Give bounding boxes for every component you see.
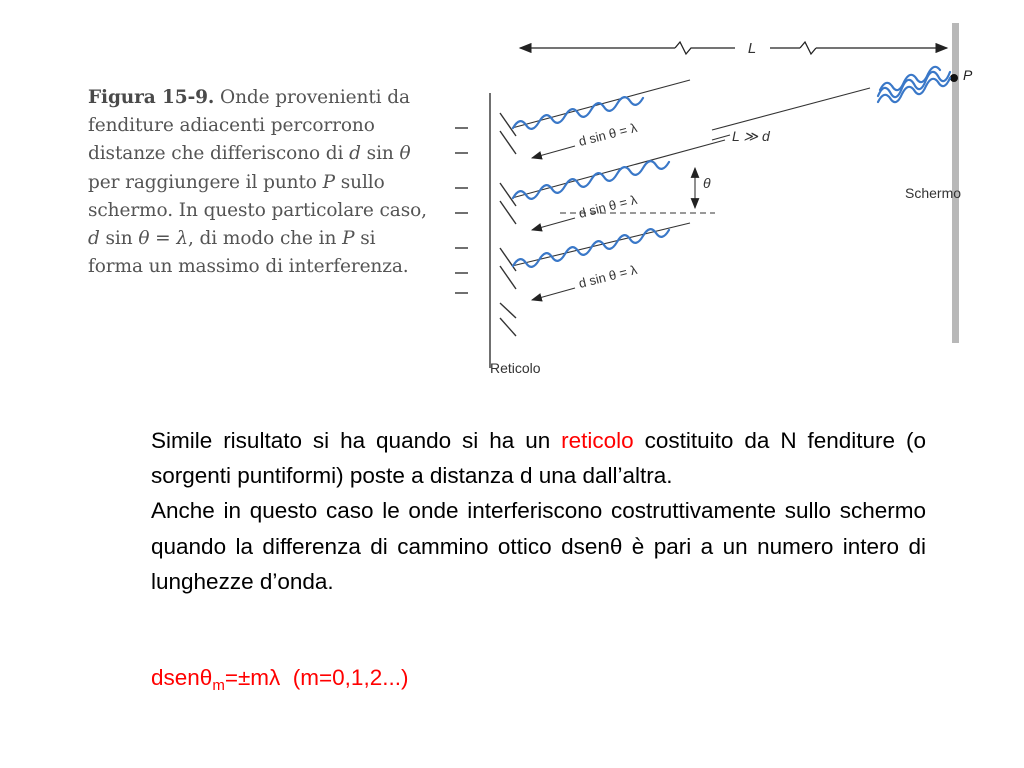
formula-lhs: dsenθ	[151, 665, 213, 690]
caption-text: si forma un massimo di interferenza.	[88, 228, 409, 278]
point-P	[950, 74, 958, 82]
label-L: L	[747, 40, 757, 57]
body-text	[151, 423, 926, 599]
waves	[513, 67, 950, 267]
caption-var: θ	[138, 228, 150, 250]
caption-var: P	[342, 228, 355, 250]
caption-text: per raggiungere il punto	[88, 171, 323, 193]
label-reticolo: Reticolo	[490, 360, 541, 376]
caption-var: d	[88, 228, 100, 250]
caption-text: , di modo che in	[188, 228, 343, 250]
paragraph-1	[151, 423, 926, 493]
label-path-difference: d sin θ = λ	[577, 191, 639, 221]
screen	[952, 23, 959, 343]
grating-diagram	[450, 18, 1010, 388]
caption-text: sin	[99, 228, 139, 250]
caption-text: sin	[360, 143, 400, 165]
label-path-difference: d sin θ = λ	[577, 261, 639, 291]
figure-caption	[88, 84, 433, 281]
distance-L-line	[520, 42, 947, 54]
formula-subscript: m	[212, 677, 225, 694]
caption-var: P	[322, 171, 335, 193]
caption-var: λ	[176, 228, 188, 250]
label-schermo: Schermo	[905, 185, 962, 201]
grating-formula	[151, 660, 408, 695]
diffraction-grating-figure	[450, 18, 1010, 388]
label-P: P	[963, 67, 973, 83]
paragraph-2: Anche in questo caso le onde interferiscono costruttivamente sullo schermo quando la differenza di cammino ottico dsenθ è pari a un numero intero di lunghezze d’onda.	[151, 498, 926, 594]
grating	[455, 93, 516, 368]
label-theta: θ	[703, 175, 711, 191]
paragraph-text: Simile risultato si ha quando si ha un	[151, 428, 562, 453]
formula-rhs: =±mλ (m=0,1,2...)	[224, 665, 409, 690]
label-L-much-greater-d: L ≫ d	[732, 128, 770, 144]
caption-text: Onde provenienti da fenditure adiacenti percorrono distanze che differiscono di	[88, 87, 410, 165]
rays	[512, 80, 870, 266]
caption-var: d	[349, 143, 361, 165]
highlight-reticolo: reticolo	[561, 428, 634, 453]
caption-text: sullo schermo. In questo particolare caso,	[88, 171, 427, 221]
figure-label: Figura 15-9.	[88, 87, 215, 108]
caption-text: =	[149, 228, 177, 250]
paragraph-text: costituito da N fenditure (o sorgenti puntiformi) poste a distanza d una dall’altra.	[151, 428, 926, 489]
label-path-difference: d sin θ = λ	[577, 119, 639, 149]
caption-var: θ	[399, 143, 411, 165]
